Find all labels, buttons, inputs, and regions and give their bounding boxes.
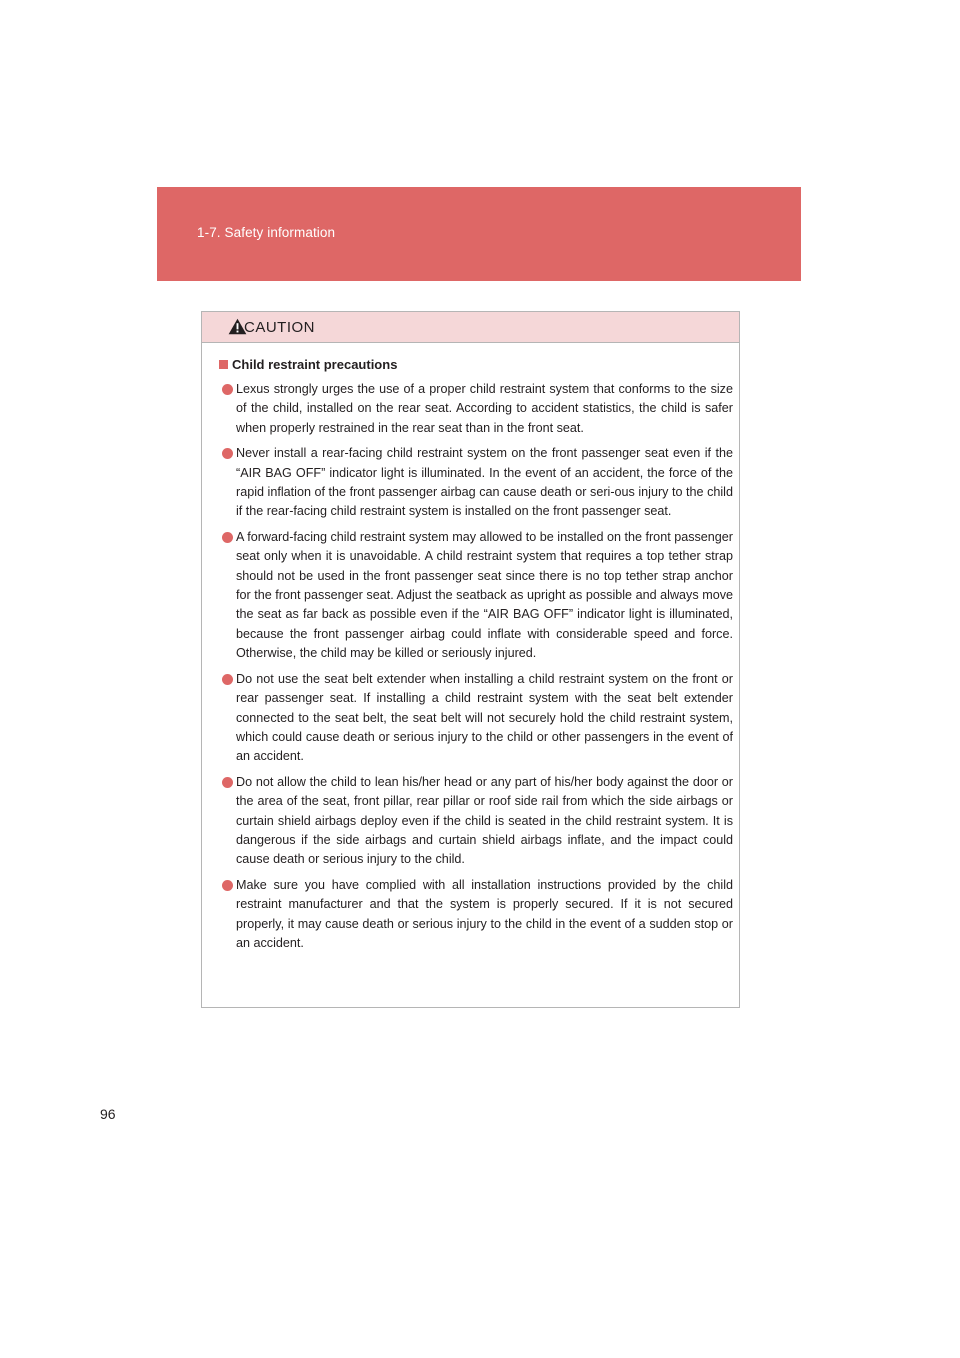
caution-item [219,670,733,767]
bullet-dot-icon [222,448,233,459]
square-bullet-icon [219,360,228,369]
section-header-band [157,187,801,281]
page-number: 96 [100,1106,116,1122]
caution-item-text: A forward-facing child restraint system may allowed to be installed on the front passenger seat only when it is unavoidable. A child restraint system that requires a top tether strap should not be used in the front passenger seat since there is no top tether strap anchor for the front passenger seat. Adjust the seatback as upright as possible and always move the seat as far back as possible even if the “AIR BAG OFF” indicator light is illuminated, because the front passenger airbag could inflate with considerable speed and force. Otherwise, the child may be killed or seriously injured. [236,529,734,661]
caution-item-text: Do not use the seat belt extender when installing a child restraint system on the front or rear passenger seat. If installing a child restraint system with the seat belt extender connected to the seat belt, the seat belt will not securely hold the child restraint system, which could cause death or serious injury to the child or other passengers in the event of an accident. [236,671,733,764]
caution-item [219,773,733,870]
caution-item-text: Never install a rear-facing child restraint system on the front passenger seat even if the “AIR BAG OFF” indicator light is illuminated. In the event of an accident, the force of the rapid inflation of the front passenger airbag can cause death or seri-ous injury to the child if the rear-facing child restraint system is installed on the front passenger seat. [236,446,733,519]
caution-list [219,380,733,953]
bullet-dot-icon [222,777,233,788]
bullet-dot-icon [222,384,233,395]
bullet-dot-icon [222,674,233,685]
caution-header [202,312,739,343]
caution-item-text: Lexus strongly urges the use of a proper child restraint system that conforms to the size of the child, installed on the rear seat. According to accident statistics, the child is safer when properly restrained in the rear seat than in the front seat. [236,382,733,435]
caution-item [219,444,733,522]
bullet-dot-icon [222,532,233,543]
caution-subheading [219,354,733,374]
caution-label: CAUTION [244,319,315,336]
caution-item-text: Do not allow the child to lean his/her head or any part of his/her body against the door or the area of the seat, front pillar, rear pillar or roof side rail from which the side airbags or curtain shield airbags deploy even if the child is seated in the child restraint system. It is dangerous if the side airbags and curtain shield airbags inflate, and the impact could cause death or serious injury to the child. [236,774,733,867]
caution-body [202,343,739,953]
caution-box [201,311,740,1008]
section-title: 1-7. Safety information [197,225,336,240]
caution-heading-text: Child restraint precautions [232,356,398,372]
bullet-dot-icon [222,880,233,891]
caution-item [219,380,733,438]
caution-item [219,876,733,954]
caution-item [219,528,733,664]
caution-item-text: Make sure you have complied with all installation instructions provided by the child restraint manufacturer and that the system is properly secured. If it is not secured properly, it may cause death or serious injury to the child in the event of a sudden stop or an accident. [236,877,733,950]
